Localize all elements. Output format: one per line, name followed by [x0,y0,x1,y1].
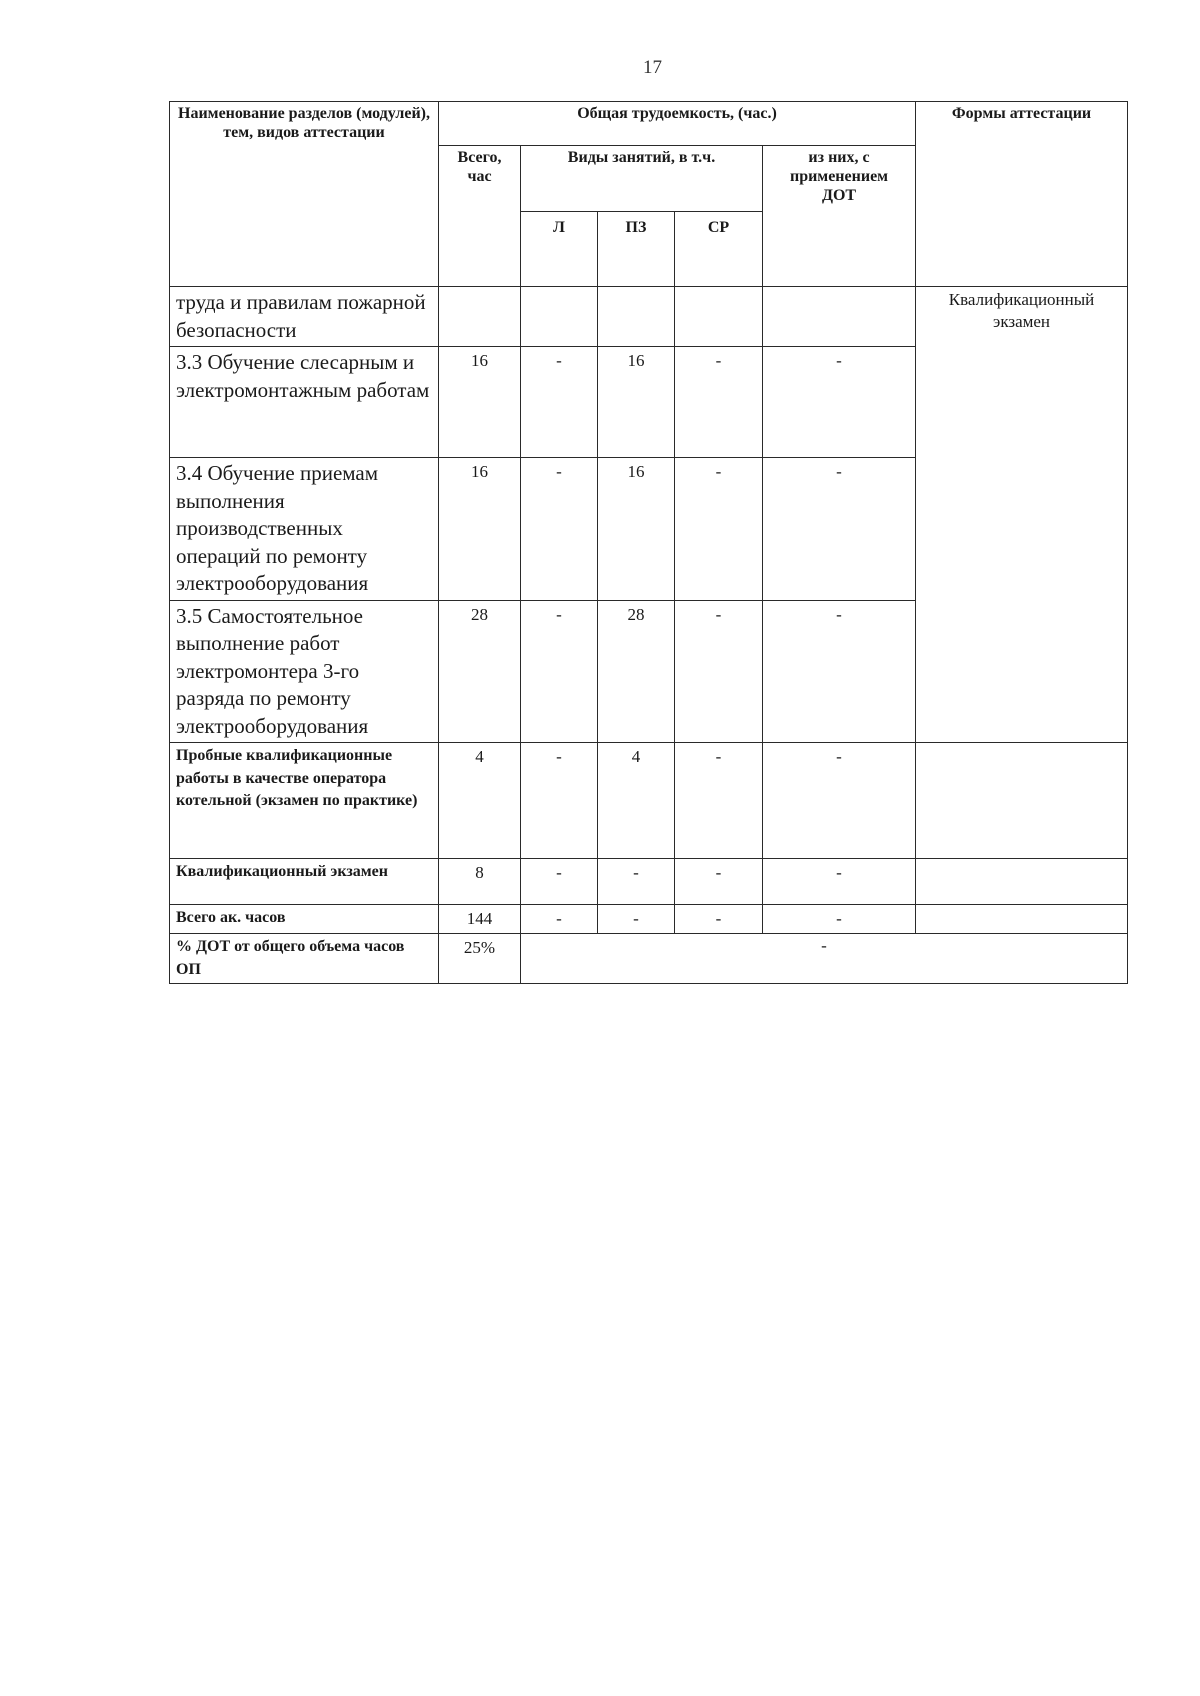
header-forms: Формы аттестации [916,102,1128,287]
table-row [170,743,1128,859]
row-l: - [521,600,598,743]
row-name: труда и правилам пожарной безопасности [170,287,439,347]
header-l: Л [521,212,598,287]
row-l: - [521,859,598,905]
row-forms [916,905,1128,934]
row-dot [763,287,916,347]
row-pz: 28 [598,600,675,743]
header-name: Наименование разделов (модулей), тем, видов аттестации [170,102,439,287]
row-dot: - [763,347,916,458]
row-sr: - [675,458,763,601]
dot-row-merged: - [521,934,1128,984]
row-name: 3.3 Обучение слесарным и электромонтажным работам [170,347,439,458]
row-total: 144 [439,905,521,934]
row-total: 8 [439,859,521,905]
row-pz: 16 [598,347,675,458]
row-l: - [521,905,598,934]
header-kinds: Виды занятий, в т.ч. [521,146,763,212]
row-pz: 4 [598,743,675,859]
row-forms [916,743,1128,859]
row-pz: - [598,859,675,905]
page-number: 17 [643,57,662,78]
row-forms [916,859,1128,905]
row-l: - [521,458,598,601]
row-pz: 16 [598,458,675,601]
header-row-1 [170,102,1128,146]
row-l: - [521,347,598,458]
row-sr: - [675,859,763,905]
row-l: - [521,743,598,859]
header-pz: ПЗ [598,212,675,287]
row-name: Пробные квалификационные работы в качестве оператора котельной (экзамен по практике) [170,743,439,859]
row-dot: - [763,859,916,905]
header-sr: СР [675,212,763,287]
header-total: Всего, час [439,146,521,287]
dot-row-name: % ДОТ от общего объема часов ОП [170,934,439,984]
dot-row-total: 25% [439,934,521,984]
row-sr: - [675,743,763,859]
row-pz: - [598,905,675,934]
row-sr: - [675,600,763,743]
row-total: 4 [439,743,521,859]
row-sr: - [675,347,763,458]
forms-cell: Квалификационный экзамен [916,287,1128,743]
row-name: 3.4 Обучение приемам выполнения производственных операций по ремонту электрооборудования [170,458,439,601]
row-total: 28 [439,600,521,743]
row-dot: - [763,600,916,743]
row-name: Всего ак. часов [170,905,439,934]
row-dot: - [763,905,916,934]
table-row [170,287,1128,347]
row-sr [675,287,763,347]
row-name: Квалификационный экзамен [170,859,439,905]
row-dot: - [763,743,916,859]
table-row [170,905,1128,934]
row-total: 16 [439,458,521,601]
header-dot: из них, с применением ДОТ [763,146,916,287]
row-sr: - [675,905,763,934]
curriculum-table [169,101,1128,984]
table-row [170,859,1128,905]
row-dot: - [763,458,916,601]
row-total: 16 [439,347,521,458]
dot-row [170,934,1128,984]
row-name: 3.5 Самостоятельное выполнение работ электромонтера 3-го разряда по ремонту электрооборудования [170,600,439,743]
row-pz [598,287,675,347]
row-total [439,287,521,347]
row-l [521,287,598,347]
header-total-group: Общая трудоемкость, (час.) [439,102,916,146]
